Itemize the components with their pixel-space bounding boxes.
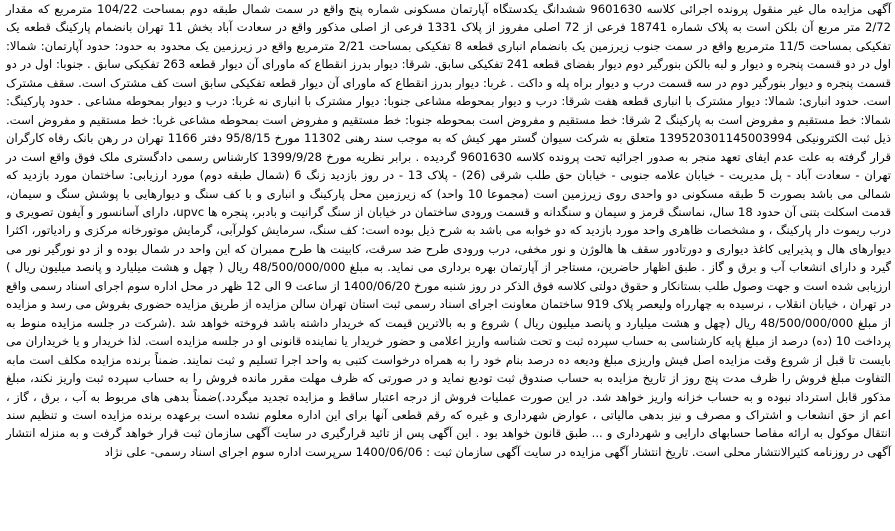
auction-notice-text: آگهی مزایده مال غیر منقول پرونده اجرائی کلاسه 9601630 ششدانگ یکدستگاه آپارتمان مسکونی شماره پنج واقع در سمت شمال طبقه دوم بمساحت 104/22 مترمربع که مقدار 2/72 متر مربع آن بلکن است به پلاک شماره 18741 فرعی از 72 اصلی مفروز از پلاک 1331 فرعی از اصلی مذکور واقع در سعادت آباد بخش 11 تهران بانضمام پارکینگ قطعه یک تفکیکی بمساحت 11/5 مترمربع واقع در سمت جنوب زیرزمین یک بانضمام انباری قطعه 8 تفکیکی بمساحت 2/21 مترمربع واقع در زیرزمین یک محدود به حدود: حدود آپارتمان: شمالا: اول در دو قسمت پنجره و دیوار و لبه بالکن بنورگیر دوم دیوار بفضای قطعه 241 تفکیکی سابق. شرقا: دیوار بدرز انقطاع که ماورای آن دیوار قطعه 263 تفکیکی سابق . جنوبا: اول در دو قسمت پنجره و دیوار بنورگیر دوم در سه قسمت درب و دیوار براه پله و داکت . غربا: دیوار بدرز انقطاع که ماورای آن دیوار قطعه تفکیکی سابق است کف مشترک است. سقف مشترک است. حدود انباری: شمالا: دیوار مشترک با انباری قطعه هفت شرقا: درب و دیوار بمحوطه مشاعی جنوبا: دیوار مشترک با انباری نه غربا: درب و دیوار بمحوطه مشاعی . حدود پارکینگ: شمالا: خط مستقیم و مفروض است به پارکینگ 2 شرقا: خط مستقیم و مفروض است بمحوطه جنوبا: خط مستقیم و مفروض است بمحوطه مشاعی غربا: خط مستقیم و مفروض است. ذیل ثبت الکترونیکی 139520301145003994 متعلق به شرکت سیوان گستر مهر کیش که به موجب سند رهنی 11302 مورخ 95/8/15 دفتر 1166 تهران در رهن بانک رفاه کارگران قرار گرفته به علت عدم ایفای تعهد منجر به صدور اجرائیه تحت پرونده کلاسه 9601630 گردیده . برابر نظریه مورخ 1399/9/28 کارشناس رسمی دادگستری ملک فوق واقع است در تهران - سعادت آباد - پل مدیریت - خیابان علامه جنوبی - خیابان حق طلب شرقی (26) - پلاک 13 - در روز بازدید زنگ 6 (شمال طبقه دوم) مورد ارزیابی: ساختمان مورد بازدید که شمالی می باشد بصورت 5 طبقه مسکونی دو واحدی روی زیرزمین است (مجموعا 10 واحد) که زیرزمین محل پارکینگ و انباری و با کف سنگ و دیوارهایی با پوشش سنگ و سیمان، قدمت اسکلت بتنی آن حدود 18 سال، نماسنگ قرمز و سیمان و سنگدانه و قسمت ورودی ساختمان در خیابان از سنگ گرانیت و بادبر، پنجره ها upvc، دارای آسانسور و آیفون تصویری و درب ریموت دار پارکینگ ، و مشخصات ظاهری واحد مورد بازدید که دو خوابه می باشد به شرح ذیل بوده است: کف سنگ، سرمایش کولرآبی، گرمایش موتورخانه مرکزی و رادیاتور، اکثرا دیوارهای هال و پذیرایی کاغذ دیواری و دورتادور سقف ها هالوژن و نور مخفی، درب ورودی طرح ضد سرقت، کابینت ها طرح ممبران که این واحد در شمال بوده و از دو نورگیر نور می گیرد و دارای انشعاب آب و برق و گاز . طبق اظهار حاضرین، مستاجر از آپارتمان بهره برداری می نماید. به مبلغ 48/500/000/000 ریال ( چهل و هشت میلیارد و پانصد میلیون ریال ) ارزیابی شده است و جهت وصول طلب بستانکار و حقوق دولتی کلاسه فوق الذکر در روز شنبه مورخ 1400/06/20 از ساعت 9 الی 12 ظهر در محل اداره سوم اجرای اسناد رسمی واقع در تهران ، خیابان انقلاب ، نرسیده به چهارراه ولیعصر پلاک 919 ساختمان معاونت اجرای اسناد رسمی ثبت استان تهران سالن مزایده از طریق مزایده حضوری بفروش می رسد و مزایده از مبلغ 48/500/000/000 ریال (چهل و هشت میلیارد و پانصد میلیون ریال ) شروع و به بالاترین قیمت که خریدار داشته باشد فروخته خواهد شد .(شرکت در جلسه مزایده منوط به پرداخت 10 (ده) درصد از مبلغ پایه کارشناسی به حساب سپرده ثبت و تحت شناسه واریز اعلامی و حضور خریدار یا نماینده قانونی او در جلسه مزایده است. لذا خریدار و یا خریداران می بایست تا قبل از شروع وقت مزایده اصل فیش واریزی مبلغ ودیعه ده درصد بنام خود را به همراه درخواست کتبی به واحد اجرا تسلیم و ثبت نمایند. ضمناً برنده مزایده مکلف است مابه التفاوت مبلغ فروش را ظرف مدت پنج روز از تاریخ مزایده به حساب صندوق ثبت تودیع نماید و در صورتی که ظرف مهلت مقرر مانده فروش را به حساب سپرده ثبت واریز نکند، مبلغ مذکور قابل استرداد نبوده و به حساب خزانه واریز خواهد شد. در این صورت عملیات فروش از درجه اعتبار ساقط و مزایده تجدید میگردد.)ضمناً بدهی های مربوط به آب ، برق ، گاز ، اعم از حق انشعاب و اشتراک و مصرف و نیز بدهی مالیاتی ، عوارض شهرداری و غیره که رقم قطعی آنها برای این اداره معلوم نشده است برعهده برنده مزایده است و تنظیم سند انتقال موکول به ارائه مفاصا حسابهای دارایی و شهرداری و ... طبق قانون خواهد بود . این آگهی پس از تائید قرارگیری در سایت آگهی سازمان ثبت قرار خواهد گرفت و به منزله انتشار آگهی در روزنامه کثیرالانتشار محلی است. تاریخ انتشار آگهی مزایده در سایت آگهی سازمان ثبت : 1400/06/06 سرپرست اداره سوم اجرای اسناد رسمی- علی نژاد xyxy=(6,2,892,459)
